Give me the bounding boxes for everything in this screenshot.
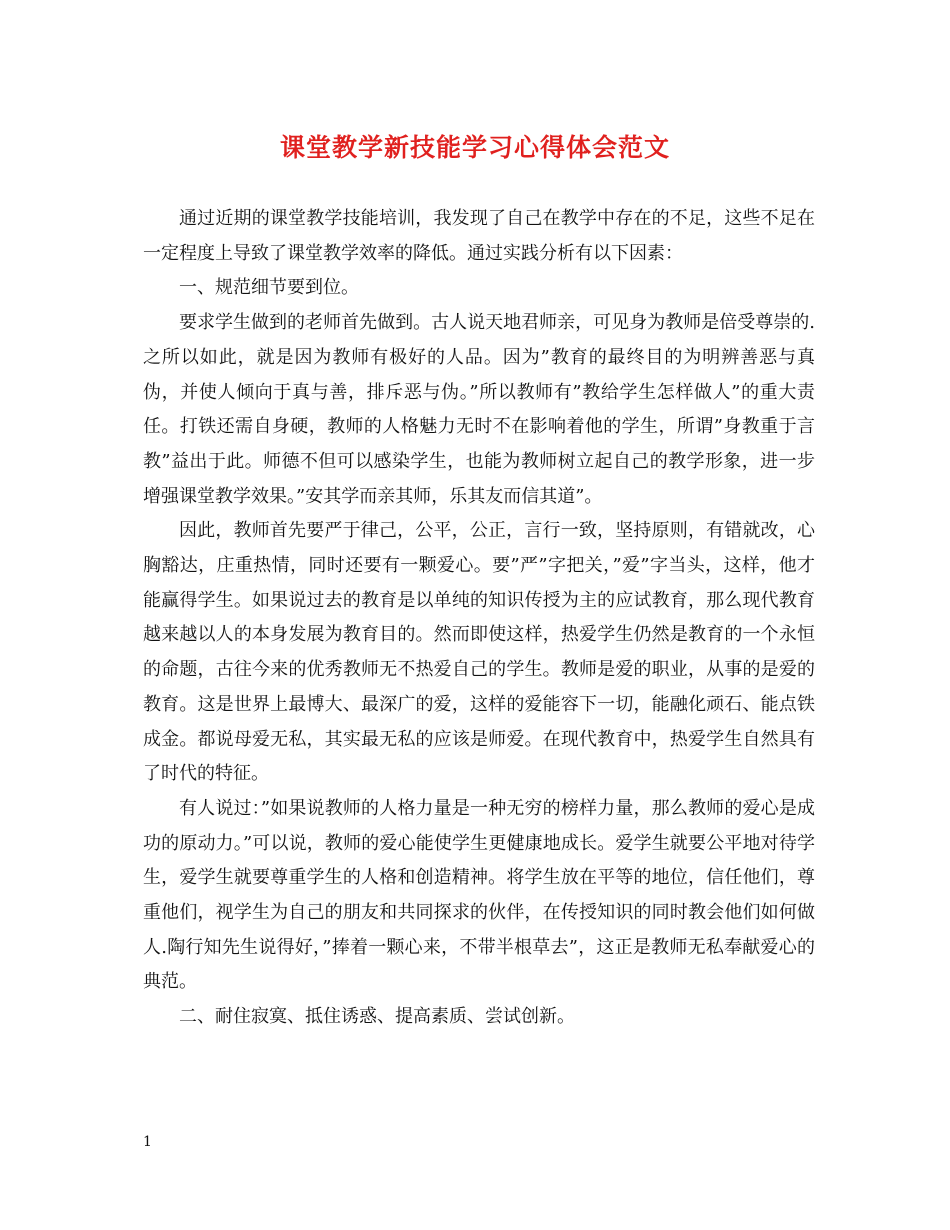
paragraph-2: 一、规范细节要到位。 <box>179 277 359 299</box>
paragraph-5: 有人说过：”如果说教师的人格力量是一种无穷的榜样力量，那么教师的爱心是成功的原动力。”可以说，教师的爱心能使学生更健康地成长。爱学生就要公平地对待学生，爱学生就要尊重学生的人格和创造精神。将学生放在平等的地位，信任他们，尊重他们，视学生为自己的朋友和共同探求的伙伴，在传授知识的同时教会他们如何做人.陶行知先生说得好，”捧着一颗心来，不带半根草去”，这正是教师无私奉献爱心的典范。 <box>143 797 815 993</box>
paragraph-1: 通过近期的课堂教学技能培训，我发现了自己在教学中存在的不足，这些不足在一定程度上导致了课堂教学效率的降低。通过实践分析有以下因素： <box>143 208 815 264</box>
paragraph-4: 因此，教师首先要严于律己，公平，公正，言行一致，坚持原则，有错就改，心胸豁达，庄重热情，同时还要有一颗爱心。要”严”字把关，”爱”字当头，这样，他才能赢得学生。如果说过去的教育是以单纯的知识传授为主的应试教育，那么现代教育越来越以人的本身发展为教育目的。然而即使这样，热爱学生仍然是教育的一个永恒的命题，古往今来的优秀教师无不热爱自己的学生。教师是爱的职业，从事的是爱的教育。这是世界上最博大、最深广的爱，这样的爱能容下一切，能融化顽石、能点铁成金。都说母爱无私，其实最无私的应该是师爱。在现代教育中，热爱学生自然具有了时代的特征。 <box>143 520 815 785</box>
paragraph-3: 要求学生做到的老师首先做到。古人说天地君师亲，可见身为教师是倍受尊崇的.之所以如此，就是因为教师有极好的人品。因为”教育的最终目的为明辨善恶与真伪，并使人倾向于真与善，排斥恶与伪。”所以教师有”教给学生怎样做人”的重大责任。打铁还需自身硬，教师的人格魅力无时不在影响着他的学生，所谓”身教重于言教”益出于此。师德不但可以感染学生，也能为教师树立起自己的教学形象，进一步增强课堂教学效果。”安其学而亲其师，乐其友而信其道”。 <box>143 312 815 507</box>
document-title: 课堂教学新技能学习心得体会范文 <box>279 133 670 162</box>
page-number: 1 <box>143 1134 152 1150</box>
paragraph-6: 二、耐住寂寞、抵住诱惑、提高素质、尝试创新。 <box>179 1006 575 1028</box>
document-body <box>143 202 815 1035</box>
